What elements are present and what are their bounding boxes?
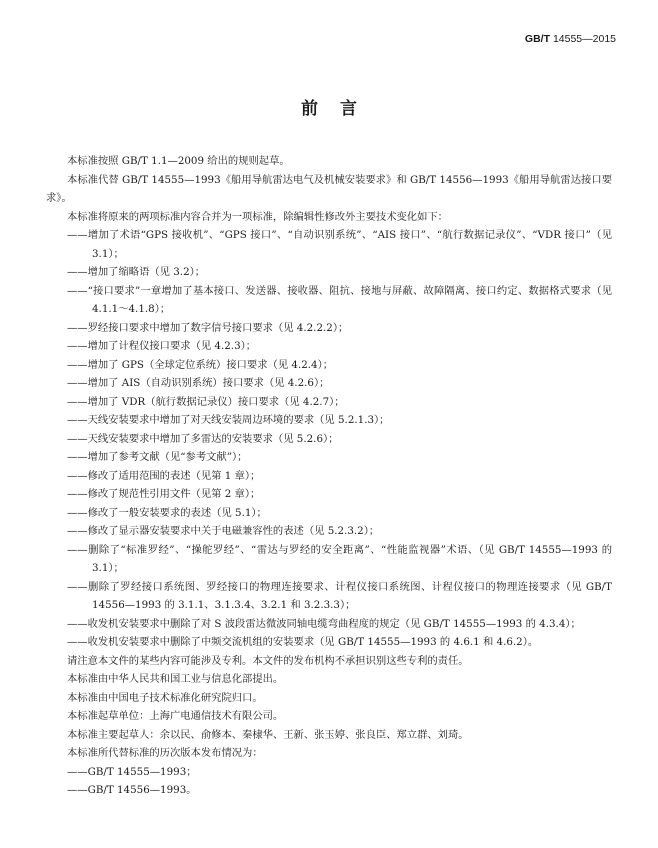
change-item: —— 增加了术语“GPS 接收机”、“GPS 接口”、“自动识别系统”、“AIS 接口”、“航行数据记录仪”、“VDR 接口”（见 3.1）； xyxy=(46,226,612,263)
closing-paragraph: 本标准由中华人民共和国工业与信息化部提出。 xyxy=(67,673,284,685)
standard-code xyxy=(525,33,616,45)
closing-paragraph: 本标准由中国电子技术标准化研究院归口。 xyxy=(67,691,263,704)
history-item: —— GB/T 14556—1993。 xyxy=(46,781,612,800)
document-body xyxy=(46,152,612,800)
change-item: —— 天线安装要求中增加了多雷达的安装要求（见 5.2.6）； xyxy=(46,430,612,449)
standard-prefix: GB/T xyxy=(524,33,551,45)
intro-paragraph: 本标准将原来的两项标准内容合并为一项标准，除编辑性修改外主要技术变化如下： xyxy=(67,210,448,223)
intro-paragraph: 本标准按照 GB/T 1.1—2009 给出的规则起草。 xyxy=(67,155,290,167)
change-item: —— 修改了显示器安装要求中关于电磁兼容性的表述（见 5.2.3.2）； xyxy=(46,522,612,541)
standard-number: 14555—2015 xyxy=(552,33,616,45)
closing-paragraph: 请注意本文件的某些内容可能涉及专利。本文件的发布机构不承担识别这些专利的责任。 xyxy=(67,654,469,667)
closing-paragraph: 本标准起草单位：上海广电通信技术有限公司。 xyxy=(67,710,284,722)
change-item: —— “接口要求”一章增加了基本接口、发送器、接收器、阻抗、接地与屏蔽、故障隔离、接口约定、数据格式要求（见 4.1.1～4.1.8）； xyxy=(46,282,612,319)
change-item: —— 收发机安装要求中删除了中频交流机组的安装要求（见 GB/T 14555—1993 的 4.6.1 和 4.6.2）。 xyxy=(46,633,612,652)
change-item: —— 增加了 AIS（自动识别系统）接口要求（见 4.2.6）； xyxy=(46,374,612,393)
change-item: —— 增加了缩略语（见 3.2）； xyxy=(46,263,612,282)
change-item: —— 增加了 GPS（全球定位系统）接口要求（见 4.2.4）； xyxy=(46,356,612,375)
change-item: —— 修改了适用范围的表述（见第 1 章）； xyxy=(46,467,612,486)
closing-paragraph: 本标准所代替标准的历次版本发布情况为： xyxy=(67,747,263,759)
page-title: 前言 xyxy=(301,99,379,119)
change-item: —— 增加了计程仪接口要求（见 4.2.3）； xyxy=(46,337,612,356)
change-item: —— 删除了“标准罗经”、“操舵罗经”、“雷达与罗经的安全距离”、“性能监视器”术语、（见 GB/T 14555—1993 的 3.1）； xyxy=(46,541,612,578)
change-item: —— 增加了参考文献（见“参考文献”）； xyxy=(46,448,612,467)
change-item: —— 删除了罗经接口系统图、罗经接口的物理连接要求、计程仪接口系统图、计程仪接口的物理连接要求（见 GB/T 14556—1993 的 3.1.1、3.1.3.4、3.2.1 和 3.2.3.3）； xyxy=(46,578,612,615)
change-item: —— 增加了 VDR（航行数据记录仪）接口要求（见 4.2.7）； xyxy=(46,393,612,412)
change-item: —— 修改了规范性引用文件（见第 2 章）； xyxy=(46,485,612,504)
intro-paragraph: 本标准代替 GB/T 14555—1993《船用导航雷达电气及机械安装要求》和 GB/T 14556—1993《船用导航雷达接口要求》。 xyxy=(46,173,612,204)
history-item: —— GB/T 14555—1993； xyxy=(46,763,612,782)
change-item: —— 修改了一般安装要求的表述（见 5.1）； xyxy=(46,504,612,523)
change-item: —— 罗经接口要求中增加了数字信号接口要求（见 4.2.2.2）； xyxy=(46,319,612,338)
change-item: —— 天线安装要求中增加了对天线安装周边环境的要求（见 5.2.1.3）； xyxy=(46,411,612,430)
change-item: —— 收发机安装要求中删除了对 S 波段雷达微波同轴电缆弯曲程度的规定（见 GB/T 14555—1993 的 4.3.4）； xyxy=(46,615,612,634)
closing-paragraph: 本标准主要起草人：余以民、俞修本、秦棣华、王新、张玉婷、张良臣、郑立群、刘琦。 xyxy=(67,728,469,741)
